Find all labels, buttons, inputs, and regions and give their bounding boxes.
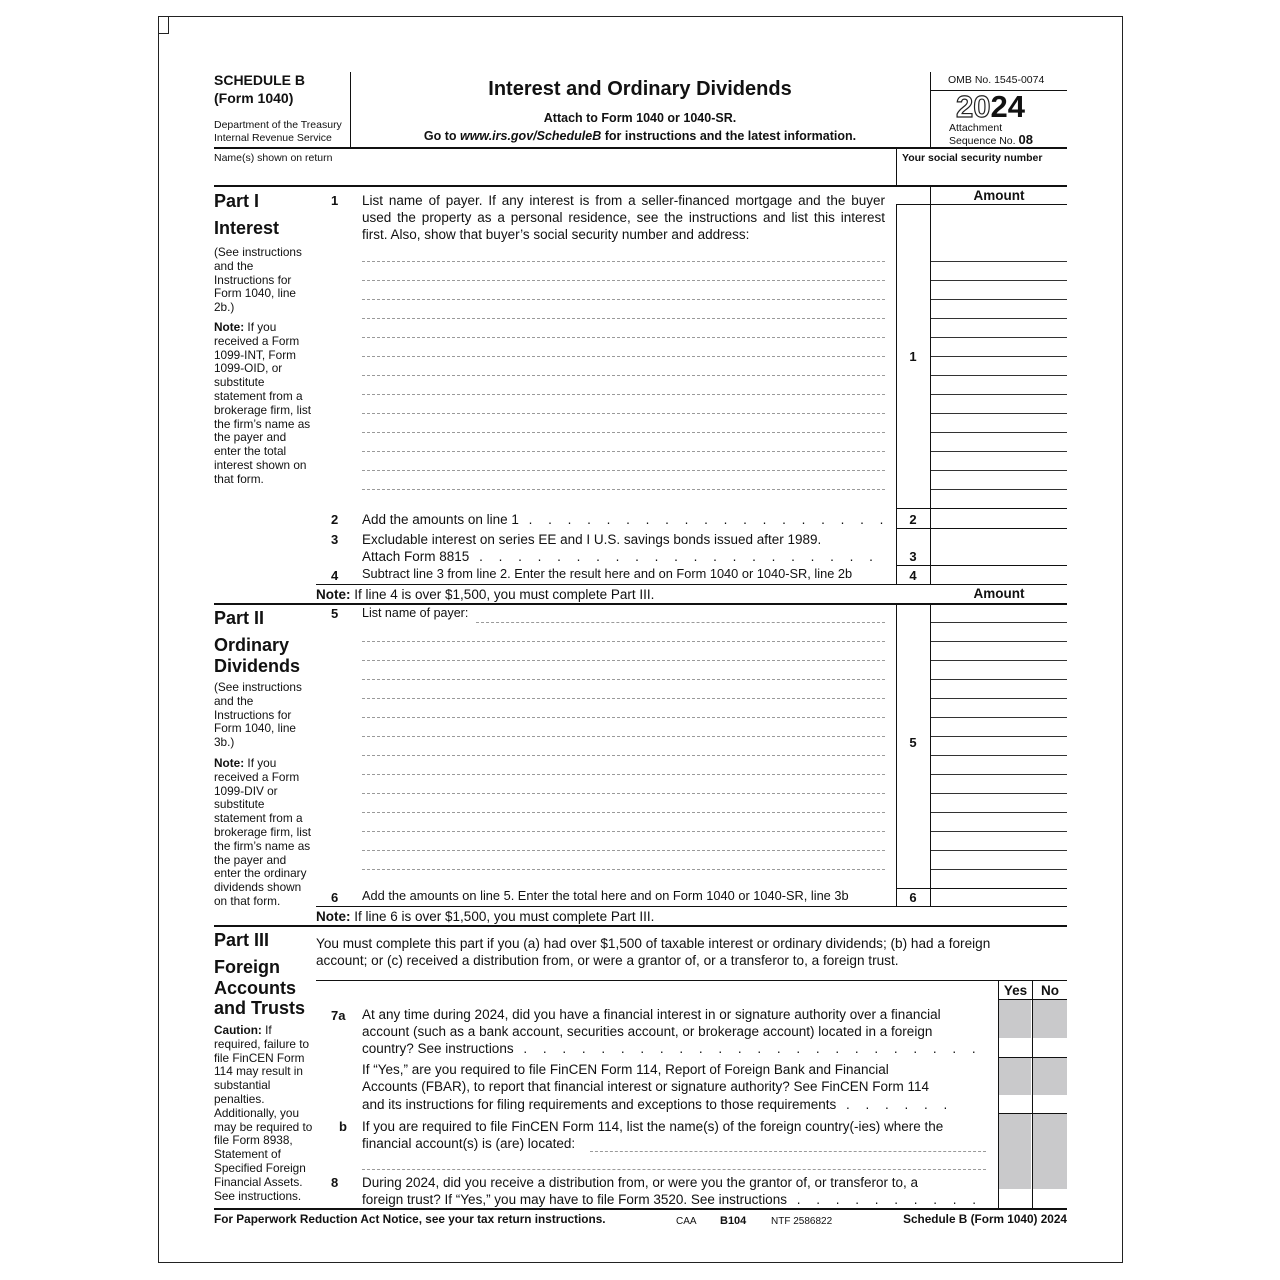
form-title: Interest and Ordinary Dividends xyxy=(488,78,792,100)
line6-number: 6 xyxy=(331,890,339,905)
payer-entry-line[interactable] xyxy=(362,812,885,813)
amount-entry-line[interactable] xyxy=(931,356,1067,357)
amount-entry-line[interactable] xyxy=(931,812,1067,813)
part1-label: Part I xyxy=(214,191,260,211)
line6-amount[interactable] xyxy=(932,889,1066,905)
line4-box: 4 xyxy=(909,568,917,583)
line7b-text-1: If you are required to file FinCEN Form 114, list the name(s) of the foreign country(-ies) where the xyxy=(362,1119,944,1134)
dept-treasury: Department of the Treasury xyxy=(214,119,342,131)
part3-title-2: Accounts xyxy=(214,978,297,998)
line5-text: List name of payer: xyxy=(362,606,469,620)
payer-entry-line[interactable] xyxy=(362,356,885,357)
part2-title-2: Dividends xyxy=(214,656,301,676)
payer-entry-line[interactable] xyxy=(362,489,885,490)
payer-entry-line[interactable] xyxy=(362,831,885,832)
q8-no-box[interactable] xyxy=(1033,1190,1067,1207)
line4-amount[interactable] xyxy=(932,566,1066,583)
part3-label: Part III xyxy=(214,930,270,950)
payer-entry-line[interactable] xyxy=(362,432,885,433)
payer-entry-line[interactable] xyxy=(362,793,885,794)
names-field[interactable] xyxy=(214,166,894,184)
attach-instruction: Attach to Form 1040 or 1040-SR. xyxy=(543,111,737,125)
form-code: B104 xyxy=(720,1215,747,1227)
amount-entry-line[interactable] xyxy=(931,793,1067,794)
q7a-no-box[interactable] xyxy=(1033,1039,1067,1056)
schedule-label: SCHEDULE B xyxy=(214,72,306,88)
line8-text-1: During 2024, did you receive a distribution from, or were you the grantor of, or transferor to, a xyxy=(362,1175,919,1190)
line3-text: Excludable interest on series EE and I U.S. savings bonds issued after 1989. xyxy=(362,532,822,547)
sequence-label: Sequence No. 08 xyxy=(949,132,1033,147)
line2-number: 2 xyxy=(331,512,339,527)
amount-header-2: Amount xyxy=(973,586,1025,601)
payer-entry-line[interactable] xyxy=(362,660,885,661)
payer-entry-line[interactable] xyxy=(362,337,885,338)
part2-see-note: (See instructions and the Instructions for Form 1040, line 3b.) xyxy=(214,680,302,750)
payer-entry-line[interactable] xyxy=(362,375,885,376)
payer-entry-line[interactable] xyxy=(362,679,885,680)
amount-entry-line[interactable] xyxy=(931,394,1067,395)
line5-number: 5 xyxy=(331,606,339,621)
q7a-fbar-yes-box[interactable] xyxy=(999,1096,1031,1113)
line6-text: Add the amounts on line 5. Enter the total here and on Form 1040 or 1040-SR, line 3b xyxy=(362,888,849,903)
amount-entry-line[interactable] xyxy=(931,280,1067,281)
line7a-text-2: account (such as a bank account, securities account, or brokerage account) located in a foreign xyxy=(362,1024,933,1039)
q7a-fbar-no-box[interactable] xyxy=(1033,1096,1067,1113)
line7a-fbar-2: Accounts (FBAR), to report that financial interest or signature authority? See FinCEN Form 114 xyxy=(362,1079,929,1094)
ntf-number: NTF 2586822 xyxy=(771,1216,833,1227)
line2-box: 2 xyxy=(909,512,917,527)
part1-title: Interest xyxy=(214,218,280,238)
payer-entry-line[interactable] xyxy=(362,698,885,699)
line7a-fbar-1: If “Yes,” are you required to file FinCEN Form 114, Report of Foreign Bank and Financial xyxy=(362,1062,889,1077)
yes-header: Yes xyxy=(1003,983,1028,998)
line5-box: 5 xyxy=(909,735,917,750)
payer-entry-line[interactable] xyxy=(362,736,885,737)
payer-entry-line[interactable] xyxy=(362,394,885,395)
part1-after-note: Note: If line 4 is over $1,500, you must complete Part III. xyxy=(316,587,655,602)
line7a-text-3: country? See instructions . . . . . . . . . . . . . . . . . . . . . . . . xyxy=(362,1041,982,1056)
amount-entry-line[interactable] xyxy=(931,774,1067,775)
tax-year: 2024 xyxy=(956,89,1025,124)
part3-title-1: Foreign xyxy=(214,957,280,977)
crop-mark xyxy=(158,16,169,34)
amount-entry-line[interactable] xyxy=(931,660,1067,661)
payer-entry-line[interactable] xyxy=(362,774,885,775)
line2-amount[interactable] xyxy=(932,510,1066,527)
part2-note: Note: If you received a Form 1099-DIV or substitute statement from a brokerage firm, list the firm’s name as the payer and enter the ordinary dividends shown on that form. xyxy=(214,756,312,908)
line7a-number: 7a xyxy=(331,1008,346,1023)
payer-entry-line[interactable] xyxy=(362,318,885,319)
amount-entry-line[interactable] xyxy=(931,261,1067,262)
amount-entry-line[interactable] xyxy=(931,299,1067,300)
amount-entry-line[interactable] xyxy=(931,641,1067,642)
amount-entry-line[interactable] xyxy=(931,698,1067,699)
part3-intro-1: You must complete this part if you (a) had over $1,500 of taxable interest or ordinary dividends; (b) had a foreign xyxy=(316,936,991,951)
line7a-fbar-3: and its instructions for filing requirements and exceptions to those requirements . . . . . . xyxy=(362,1097,954,1112)
ssn-label: Your social security number xyxy=(902,152,1043,164)
goto-instruction: Go to www.irs.gov/ScheduleB for instructions and the latest information. xyxy=(423,129,857,143)
amount-entry-line[interactable] xyxy=(931,755,1067,756)
payer-entry-line[interactable] xyxy=(362,717,885,718)
amount-entry-line[interactable] xyxy=(931,337,1067,338)
amount-entry-line[interactable] xyxy=(931,470,1067,471)
payer-entry-line[interactable] xyxy=(362,869,885,870)
line6-box: 6 xyxy=(909,890,917,905)
part2-title-1: Ordinary xyxy=(214,635,290,655)
amount-entry-line[interactable] xyxy=(931,622,1067,623)
part3-intro-2: account; or (c) received a distribution from, or were a grantor of, or a transferor to, a foreign trust. xyxy=(316,953,899,968)
part1-see-note: (See instructions and the Instructions for Form 1040, line 2b.) xyxy=(214,245,302,315)
dept-irs: Internal Revenue Service xyxy=(214,132,332,144)
amount-entry-line[interactable] xyxy=(931,451,1067,452)
payer-entry-line[interactable] xyxy=(362,755,885,756)
amount-entry-line[interactable] xyxy=(931,413,1067,414)
amount-entry-line[interactable] xyxy=(931,831,1067,832)
no-header: No xyxy=(1041,983,1059,998)
line7b-number: b xyxy=(339,1119,347,1134)
payer-entry-line[interactable] xyxy=(362,470,885,471)
line2-text: Add the amounts on line 1 . . . . . . . . . . . . . . . . . . . xyxy=(362,512,890,527)
payer-entry-line[interactable] xyxy=(362,261,885,262)
part2-label: Part II xyxy=(214,608,265,628)
amount-entry-line[interactable] xyxy=(931,679,1067,680)
omb-number: OMB No. 1545-0074 xyxy=(948,74,1045,86)
line7b-text-2: financial account(s) is (are) located: xyxy=(362,1136,576,1151)
line3-amount[interactable] xyxy=(932,547,1066,564)
amount-entry-line[interactable] xyxy=(931,489,1067,490)
payer-entry-line[interactable] xyxy=(362,451,885,452)
amount-entry-line[interactable] xyxy=(931,375,1067,376)
names-label: Name(s) shown on return xyxy=(214,152,333,164)
line1-number: 1 xyxy=(331,193,339,208)
line3-box: 3 xyxy=(909,549,917,564)
part2-after-note: Note: If line 6 is over $1,500, you must complete Part III. xyxy=(316,909,655,924)
part3-caution: Caution: If required, failure to file FinCEN Form 114 may result in substantial penalties. Additionally, you may be required to file Form 8938, Statement of Specified Foreign Financial Assets. See instructions. xyxy=(214,1023,313,1203)
line3-number: 3 xyxy=(331,532,339,547)
amount-header-1: Amount xyxy=(973,188,1025,203)
line1-text: List name of payer. If any interest is from a seller-financed mortgage and the buyer used the property as a personal residence, see the instructions and list this interest first. Also, show that buyer’s social security number and address: xyxy=(362,193,885,242)
payer-entry-line[interactable] xyxy=(362,641,885,642)
line4-text: Subtract line 3 from line 2. Enter the result here and on Form 1040 or 1040-SR, line 2b xyxy=(362,566,853,581)
payer-entry-line[interactable] xyxy=(362,850,885,851)
payer-entry-line[interactable] xyxy=(362,299,885,300)
amount-entry-line[interactable] xyxy=(931,736,1067,737)
amount-entry-line[interactable] xyxy=(931,432,1067,433)
line1-box: 1 xyxy=(909,349,917,364)
payer-entry-line[interactable] xyxy=(362,280,885,281)
part3-title-3: and Trusts xyxy=(214,998,306,1018)
footer-schedule: Schedule B (Form 1040) 2024 xyxy=(903,1212,1067,1226)
amount-entry-line[interactable] xyxy=(931,717,1067,718)
irs-link[interactable]: www.irs.gov/ScheduleB xyxy=(459,129,602,143)
amount-entry-line[interactable] xyxy=(931,318,1067,319)
paperwork-notice: For Paperwork Reduction Act Notice, see your tax return instructions. xyxy=(214,1212,606,1226)
form-label: (Form 1040) xyxy=(214,90,294,106)
line8-number: 8 xyxy=(331,1175,339,1190)
line3-text-b: Attach Form 8815 . . . . . . . . . . . . . . . . . . . . . xyxy=(362,549,879,564)
cat-caa: CAA xyxy=(676,1216,697,1227)
line7a-text-1: At any time during 2024, did you have a financial interest in or signature authority over a financial xyxy=(362,1007,941,1022)
q8-yes-box[interactable] xyxy=(999,1190,1031,1207)
amount-entry-line[interactable] xyxy=(931,869,1067,870)
part1-note: Note: If you received a Form 1099-INT, Form 1099-OID, or substitute statement from a brokerage firm, list the firm’s name as the payer and enter the total interest shown on that form. xyxy=(214,320,312,486)
q7a-yes-box[interactable] xyxy=(999,1039,1031,1056)
ssn-field[interactable] xyxy=(900,166,1066,184)
line7b-country-field[interactable] xyxy=(590,1151,986,1152)
line8-text-2: foreign trust? If “Yes,” you may have to file Form 3520. See instructions . . . . . . . . . . xyxy=(362,1192,982,1207)
attachment-label: Attachment xyxy=(949,122,1003,134)
payer-entry-line[interactable] xyxy=(362,413,885,414)
line4-number: 4 xyxy=(331,568,339,583)
amount-entry-line[interactable] xyxy=(931,850,1067,851)
